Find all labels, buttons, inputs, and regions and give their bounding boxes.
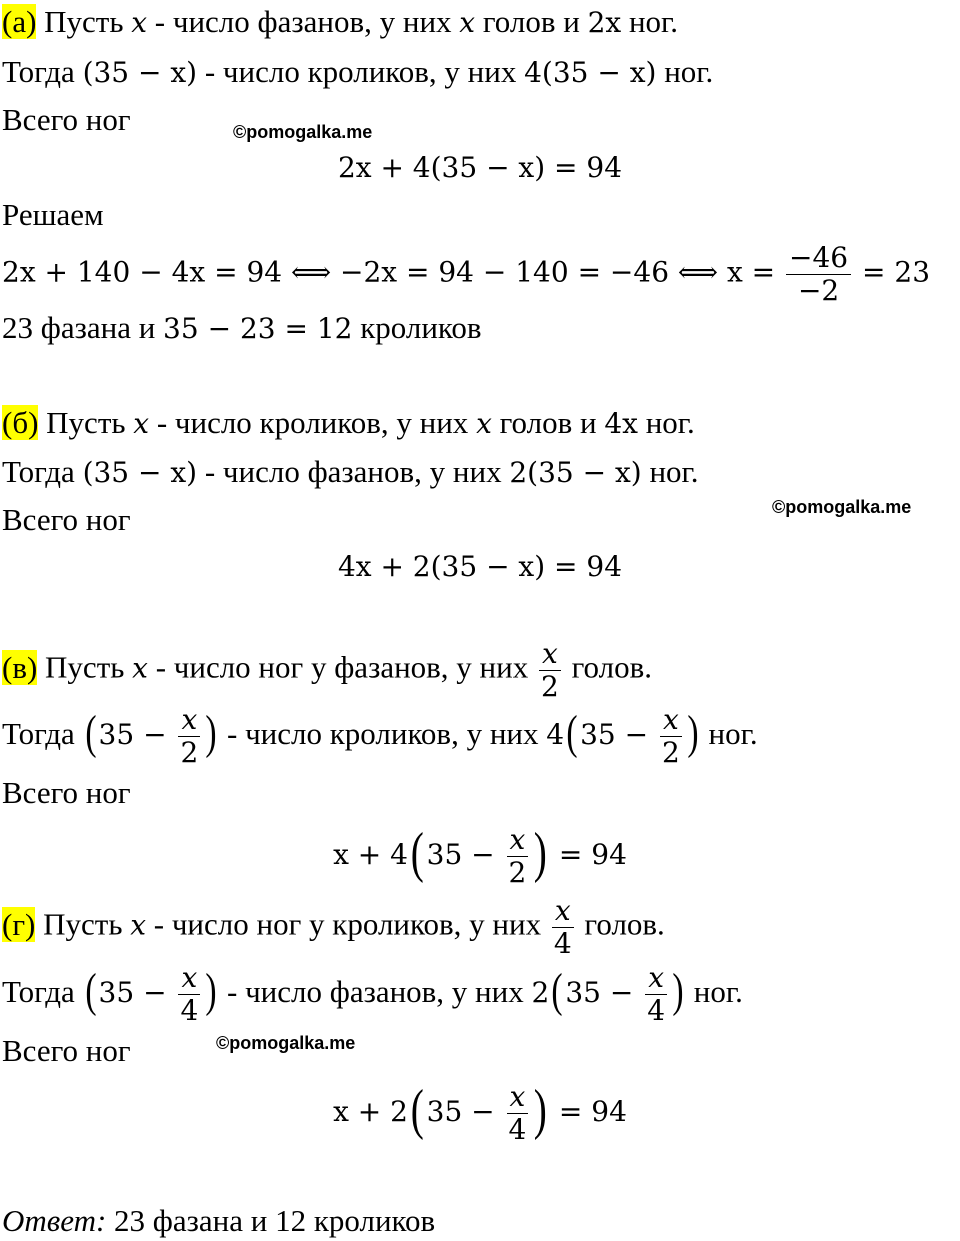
answer-label: Ответ: <box>2 1203 107 1238</box>
v-line1: (в) Пусть x - число ног у фазанов, у них $\frac{x}{2}$ голов. <box>2 637 652 703</box>
answer <box>2 1201 435 1241</box>
watermark-1: ©pomogalka.me <box>233 122 373 142</box>
fraction: $\frac{x}{4}$ <box>508 1080 527 1147</box>
label-b: (б) <box>2 405 39 440</box>
fraction: $\frac{x}{2}$ <box>180 703 199 770</box>
v-line3: Всего ног <box>2 775 131 810</box>
fraction: $\frac{x}{2}$ <box>540 637 559 703</box>
a-equation: 2x + 4(35 − x) = 94 <box>337 151 623 184</box>
b-line3: Всего ног <box>2 502 131 537</box>
a-line1: (а) Пусть x - число фазанов, у них x голов и 2x ног. <box>2 4 678 39</box>
g-line2: Тогда (35 − $\frac{x}{4}$ ) - число фазанов, у них 2(35 − $\frac{x}{4}$ ) ног. <box>2 961 743 1028</box>
fraction: $\frac{x}{4}$ <box>553 894 572 960</box>
fraction: $\frac{-46}{-2}$ <box>786 244 851 305</box>
fraction: $\frac{x}{2}$ <box>661 703 680 770</box>
g-line3: Всего ног <box>2 1033 131 1068</box>
fraction: $\frac{x}{4}$ <box>180 961 199 1028</box>
a-line3: Всего ног <box>2 102 131 137</box>
label-v: (в) <box>2 649 38 685</box>
v-line2: Тогда (35 − $\frac{x}{2}$ ) - число кроликов, у них 4(35 − $\frac{x}{2}$ ) ног. <box>2 703 758 770</box>
a-solve: 2x + 140 − 4x = 94 ⟺ −2x = 94 − 140 = −46 ⟺ x = $\frac{-46}{-2}$ = 23 <box>2 241 931 307</box>
g-equation: x + 2(35 − $\frac{x}{4}$ ) = 94 <box>333 1078 627 1147</box>
a-line2: Тогда (35 − x) - число кроликов, у них 4(35 − x) ног. <box>2 54 714 89</box>
label-g: (г) <box>2 906 36 942</box>
b-line2: Тогда (35 − x) - число фазанов, у них 2(35 − x) ног. <box>2 454 699 489</box>
watermark-3: ©pomogalka.me <box>216 1033 356 1053</box>
b-equation: 4x + 2(35 − x) = 94 <box>337 550 623 583</box>
label-a: (а) <box>2 4 37 39</box>
fraction: $\frac{x}{4}$ <box>647 961 666 1028</box>
v-equation: x + 4(35 − $\frac{x}{2}$ ) = 94 <box>333 821 627 890</box>
watermark-2: ©pomogalka.me <box>772 497 912 517</box>
fraction: $\frac{x}{2}$ <box>508 823 527 890</box>
answer-text: 23 фазана и 12 кроликов <box>106 1203 436 1238</box>
g-line1: (г) Пусть x - число ног у кроликов, у них $\frac{x}{4}$ голов. <box>2 894 665 960</box>
a-line4: Решаем <box>2 197 104 232</box>
b-line1: (б) Пусть x - число кроликов, у них x голов и 4x ног. <box>2 405 695 440</box>
a-line5: 23 фазана и 35 − 23 = 12 кроликов <box>2 310 482 345</box>
